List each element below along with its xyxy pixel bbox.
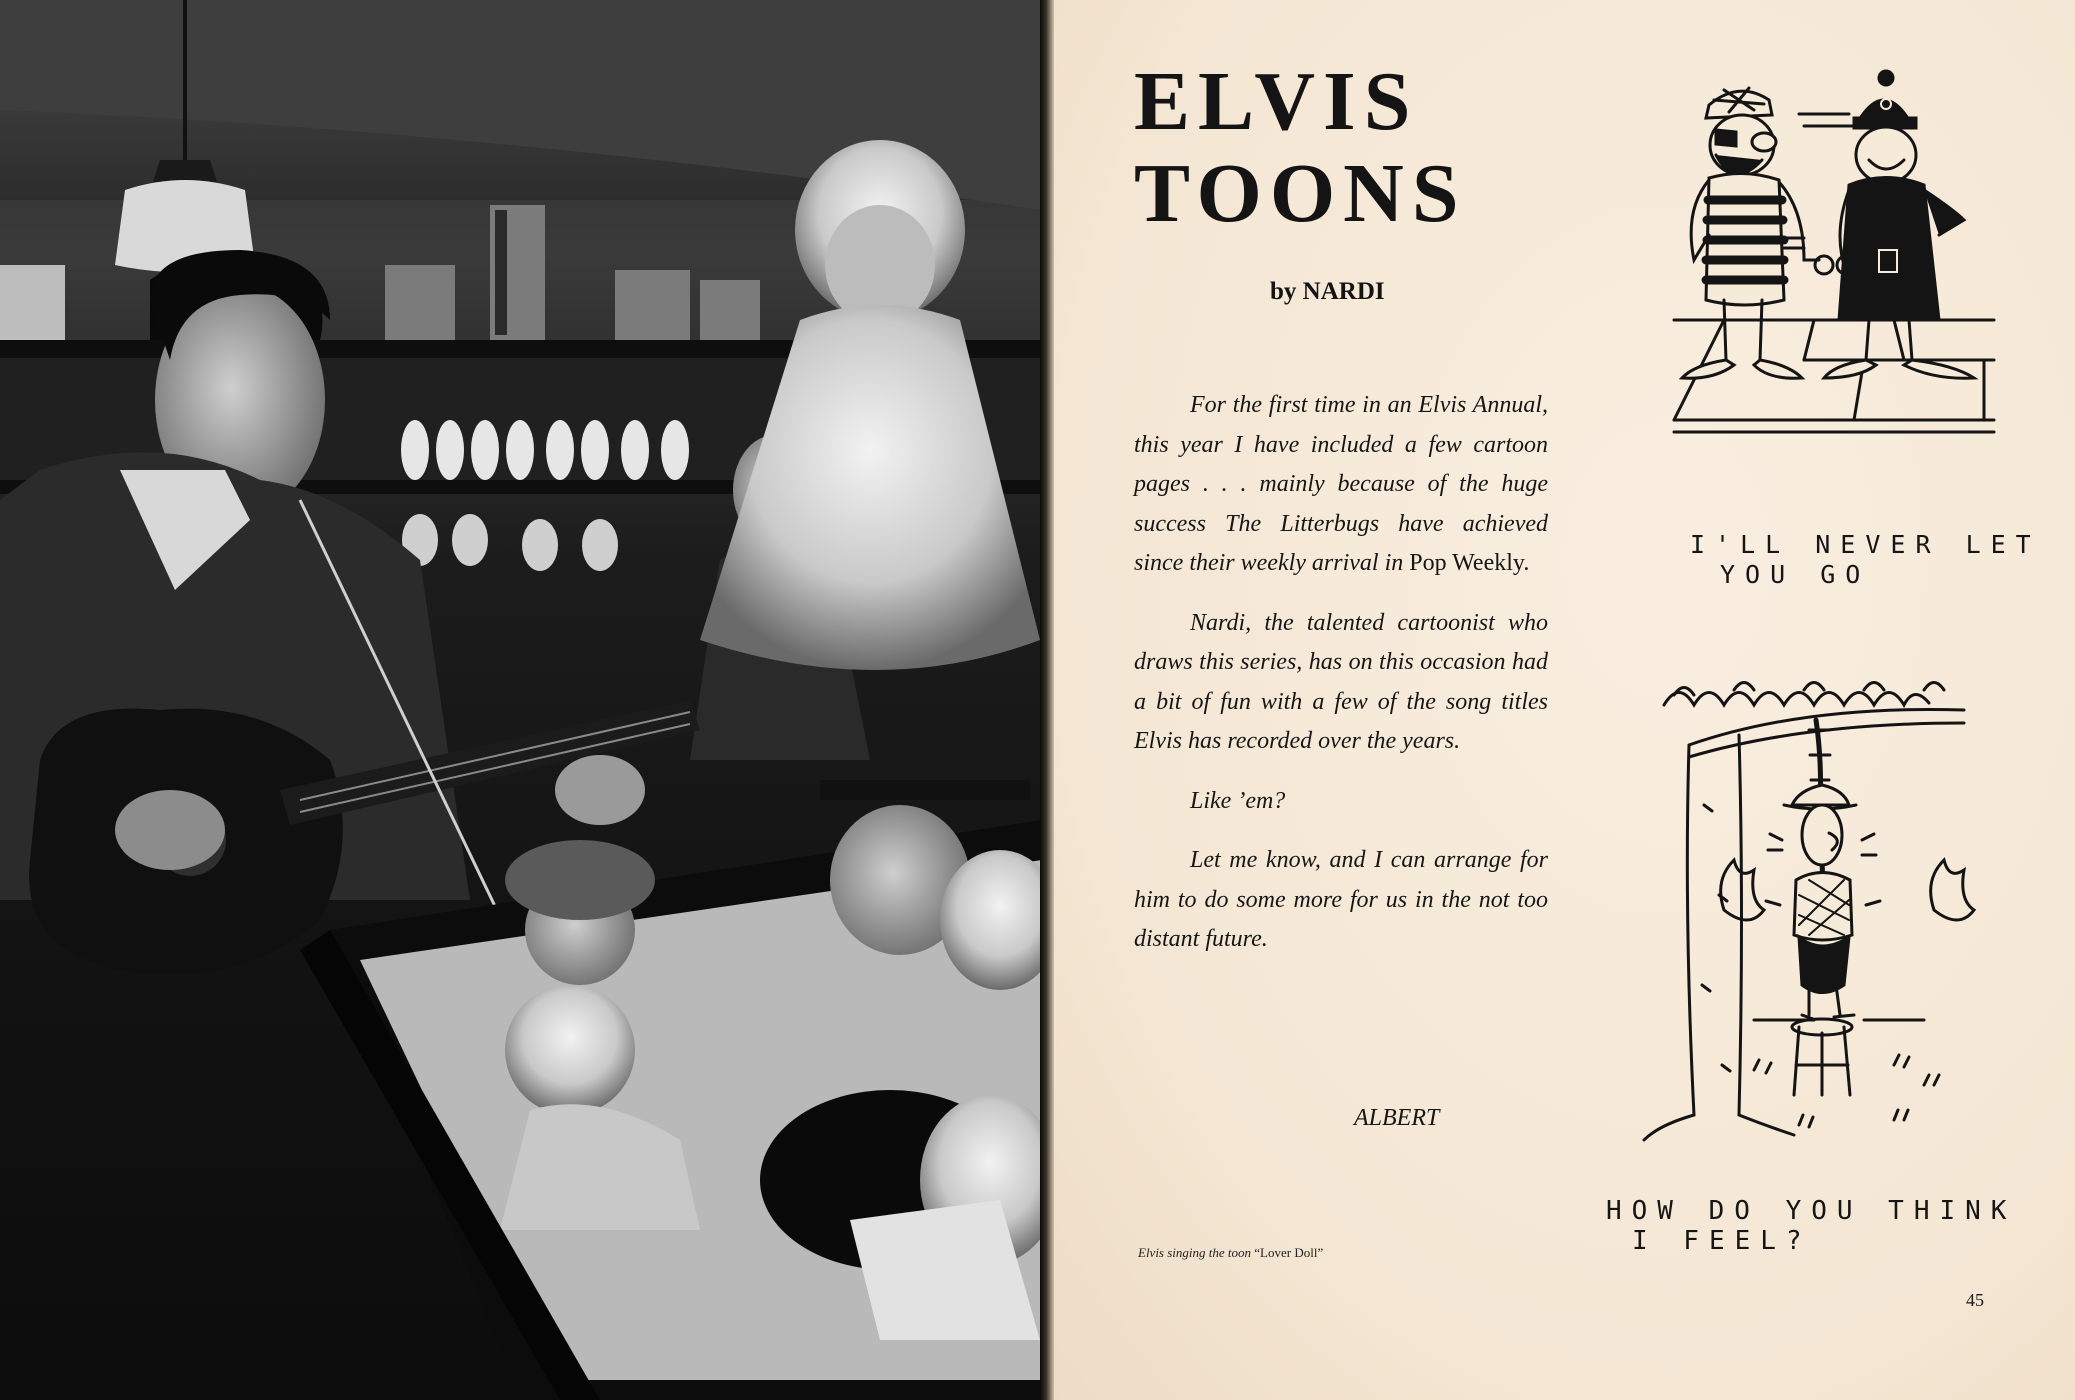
- page-gutter: [1040, 0, 1054, 1400]
- cartoon-convict-policeman: [1654, 60, 2014, 490]
- photo-caption: Elvis singing the toon “Lover Doll”: [1138, 1245, 1324, 1260]
- cartoon-1-caption: I'LL NEVER LET YOU GO: [1690, 530, 2041, 589]
- article-page: [1054, 0, 2075, 1400]
- signature: ALBERT: [1354, 1105, 1440, 1131]
- article-title: [1134, 56, 1467, 240]
- magazine-name: Pop Weekly: [1409, 550, 1524, 576]
- cowboy-hanging-drawing: [1604, 665, 2024, 1145]
- page-number: 45: [1966, 1290, 1984, 1310]
- cartoon-cowboy-hanging: [1604, 665, 2024, 1145]
- byline: by NARDI: [1270, 278, 1385, 305]
- title-line-1: ELVIS: [1134, 55, 1419, 148]
- paragraph-2: Nardi, the talented cartoonist who draws this series, has on this occasion had a bit of fun with a few of the song titles Elvis has recorded over the years.: [1134, 609, 1548, 754]
- title-line-2: TOONS: [1134, 147, 1467, 240]
- paragraph-3: Like ’em?: [1190, 787, 1286, 814]
- article-body: [1134, 386, 1548, 980]
- cartoon-2-caption: HOW DO YOU THINK I FEEL?: [1606, 1196, 2017, 1256]
- paragraph-4: Let me know, and I can arrange for him to do some more for us in the not too distant future.: [1134, 847, 1548, 952]
- convict-policeman-drawing: [1654, 60, 2014, 490]
- paragraph-1: For the first time in an Elvis Annual, this year I have included a few cartoon pages . . . mainly because of the huge success The Litterbugs have achieved since their weekly arrival in Pop Weekly.: [1134, 392, 1548, 576]
